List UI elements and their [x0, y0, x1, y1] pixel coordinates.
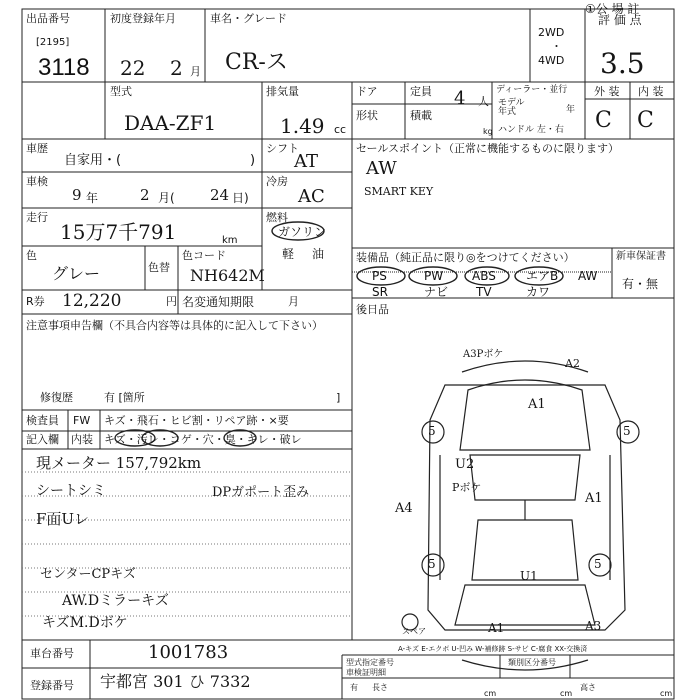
capacity-label: 定員: [410, 85, 432, 98]
cert-sub: 有: [350, 683, 358, 692]
month-unit: 月: [190, 65, 201, 78]
first-reg-year: 22: [120, 56, 146, 80]
car-name: CR-ス: [225, 50, 288, 75]
height-label: 高さ: [580, 683, 596, 692]
type-label: 型式: [110, 85, 132, 98]
reg-label: 登録番号: [30, 679, 74, 692]
caution-label: 注意事項申告欄（不具合内容等は具体的に記入して下さい）: [26, 319, 323, 332]
recycle-unit: 円: [166, 295, 177, 308]
shift-value: AT: [294, 151, 319, 172]
lot-number: 3118: [38, 54, 90, 81]
disp-label: 排気量: [266, 85, 299, 98]
sales-point-1: AW: [366, 158, 397, 179]
handwritten-note-3: F面Uレ: [36, 510, 90, 528]
equip-pw: PW: [424, 269, 444, 283]
history-close: ): [250, 153, 256, 168]
equipment-label: 装備品（純正品に限り◎をつけてください）: [356, 251, 575, 264]
drive-4wd: 4WD: [538, 54, 565, 67]
first-reg-month: 2: [170, 56, 183, 80]
inspector-label-1: 検査員: [26, 414, 59, 427]
cm-1: cm: [484, 689, 497, 698]
diagram-mark-13: A1: [488, 621, 505, 635]
handwritten-note-4: DPガポート歪み: [212, 485, 310, 500]
repair-label: 修復歴: [40, 391, 73, 404]
shaken-day-unit: 日): [232, 191, 249, 205]
handwritten-note-2: シートシミ: [36, 483, 106, 499]
year-unit: 年: [566, 105, 576, 115]
equip-aw: AW: [578, 269, 598, 283]
diagram-mark-8: A1: [585, 491, 603, 506]
damage-legend: A-キズ E-エクボ U-凹み W-補修跡 S-サビ C-腐食 XX-交換済: [398, 645, 588, 653]
grade-value: 3.5: [600, 47, 645, 80]
equip-tv: TV: [476, 285, 492, 299]
doors-label: ドア: [356, 85, 378, 98]
inspector-label-2: 記入欄: [26, 433, 59, 446]
color-value: グレー: [52, 264, 101, 283]
cm-2: cm: [560, 689, 573, 698]
model-year-label: モデル 年式: [498, 98, 525, 117]
color-change-label: 色替: [148, 261, 170, 274]
shaken-month: 2: [140, 186, 150, 204]
ac-label: 冷房: [266, 175, 288, 188]
cm-3: cm: [660, 689, 673, 698]
cert-label-3: 車検証明細: [346, 668, 386, 677]
fuel-gasoline: ガソリン: [278, 225, 327, 239]
car-body-diagram: [402, 361, 639, 670]
inspector-row2-tag: 内装: [71, 433, 93, 446]
car-name-label: 車名・グレード: [210, 12, 287, 25]
inspector-row1-text: キズ・飛石・ヒビ割・リペア跡・×要: [104, 414, 289, 427]
handwritten-note-5: センターCPキズ: [40, 567, 136, 582]
chassis-label: 車台番号: [30, 647, 74, 660]
warranty-label: 新車保証書: [616, 251, 666, 262]
drive-2wd: 2WD: [538, 26, 565, 39]
fuel-oil: 油: [312, 247, 325, 261]
equip-navi: ナビ: [424, 285, 449, 299]
dealer-label: ディーラー・並行: [496, 85, 568, 95]
equip-airbag: エアB: [526, 269, 559, 283]
color-label: 色: [26, 249, 37, 262]
fuel-label: 燃料: [266, 211, 288, 224]
diagram-mark-2: A2: [565, 357, 580, 370]
rear-label: 後日品: [356, 303, 389, 316]
inspector-row1-tag: FW: [73, 414, 91, 427]
fuel-light: 軽: [282, 247, 295, 261]
diagram-mark-6: U2: [455, 457, 475, 472]
history-label: 車歴: [26, 142, 48, 155]
top-tag: ①公 場 註: [585, 2, 640, 16]
repair-close: ]: [336, 391, 341, 404]
disp-value: 1.49: [280, 114, 325, 138]
sales-points-label: セールスポイント（正常に機能するものに限ります）: [356, 142, 620, 155]
color-code: NH642M: [190, 266, 265, 285]
diagram-mark-4: 5: [428, 424, 436, 438]
name-change-label: 名変通知期限: [182, 295, 255, 309]
color-code-label: 色コード: [182, 249, 226, 262]
load-unit: kg: [483, 127, 493, 136]
reg-value: 宇都宮 301 ひ 7332: [100, 672, 251, 691]
diagram-mark-10: 5: [428, 557, 436, 571]
capacity-unit: 人: [478, 95, 489, 108]
equip-leather: カワ: [526, 285, 551, 299]
chassis-value: 1001783: [148, 642, 229, 663]
load-label: 積載: [410, 109, 432, 122]
diagram-mark-5: 5: [623, 424, 631, 438]
shaken-day: 24: [210, 186, 230, 204]
shaken-month-unit: 月(: [158, 191, 175, 205]
equip-ps: PS: [372, 269, 387, 283]
recycle-value: 12,220: [62, 291, 122, 311]
ext-label: 外 装: [594, 85, 620, 98]
diagram-mark-12: U1: [520, 569, 538, 583]
lot-label: 出品番号: [26, 12, 70, 25]
drive-dot: ・: [551, 40, 562, 53]
warranty-value: 有・無: [622, 277, 659, 291]
diagram-mark-1: A3Pボケ: [463, 349, 504, 360]
cert-label-2: 類別区分番号: [508, 658, 556, 667]
diagram-mark-11: 5: [594, 557, 602, 571]
capacity-value: 4: [454, 88, 466, 109]
disp-unit: cc: [334, 123, 347, 136]
ext-value: C: [595, 108, 612, 133]
cert-label-1: 型式指定番号: [346, 658, 394, 667]
diagram-mark-9: A4: [395, 501, 413, 516]
sales-point-2: SMART KEY: [364, 185, 434, 198]
lot-sub: [2195]: [36, 37, 70, 48]
diagram-mark-7: Pボケ: [452, 481, 482, 494]
mileage-label: 走行: [26, 211, 48, 224]
mileage-unit: km: [222, 235, 238, 246]
name-change-month: 月: [288, 295, 299, 308]
inspector-row2-text: キズ・汚レ・コゲ・穴・臭・キレ・破レ: [104, 433, 302, 446]
shaken-year-unit: 年: [86, 191, 99, 205]
type-value: DAA-ZF1: [124, 111, 217, 135]
handle-label: ハンドル 左・右: [498, 125, 564, 135]
equip-abs: ABS: [472, 269, 496, 283]
ac-value: AC: [298, 186, 325, 207]
int-value: C: [637, 108, 654, 133]
diagram-mark-14: A3: [585, 619, 602, 633]
recycle-label: R券: [26, 295, 45, 308]
shaken-year: 9: [72, 186, 82, 204]
shaken-label: 車検: [26, 175, 48, 188]
diagram-mark-3: A1: [528, 397, 546, 412]
equip-sr: SR: [372, 285, 388, 299]
grade-label: 評 価 点: [598, 13, 642, 27]
handwritten-note-6: AW.Dミラーキズ: [62, 593, 169, 609]
repair-value: 有 [箇所: [104, 391, 145, 404]
shift-label: シフト: [266, 142, 299, 155]
spare-label: スペア: [402, 627, 426, 636]
mileage-value: 15万7千791: [60, 220, 177, 244]
first-reg-label: 初度登録年月: [110, 12, 176, 25]
shape-label: 形状: [356, 109, 378, 122]
history-value: 自家用・(: [64, 153, 122, 168]
length-label: 長さ: [372, 683, 388, 692]
handwritten-note-1: 現メーター 157,792km: [36, 454, 202, 472]
handwritten-note-7: キズM.Dボケ: [42, 615, 128, 631]
int-label: 内 装: [638, 85, 664, 98]
